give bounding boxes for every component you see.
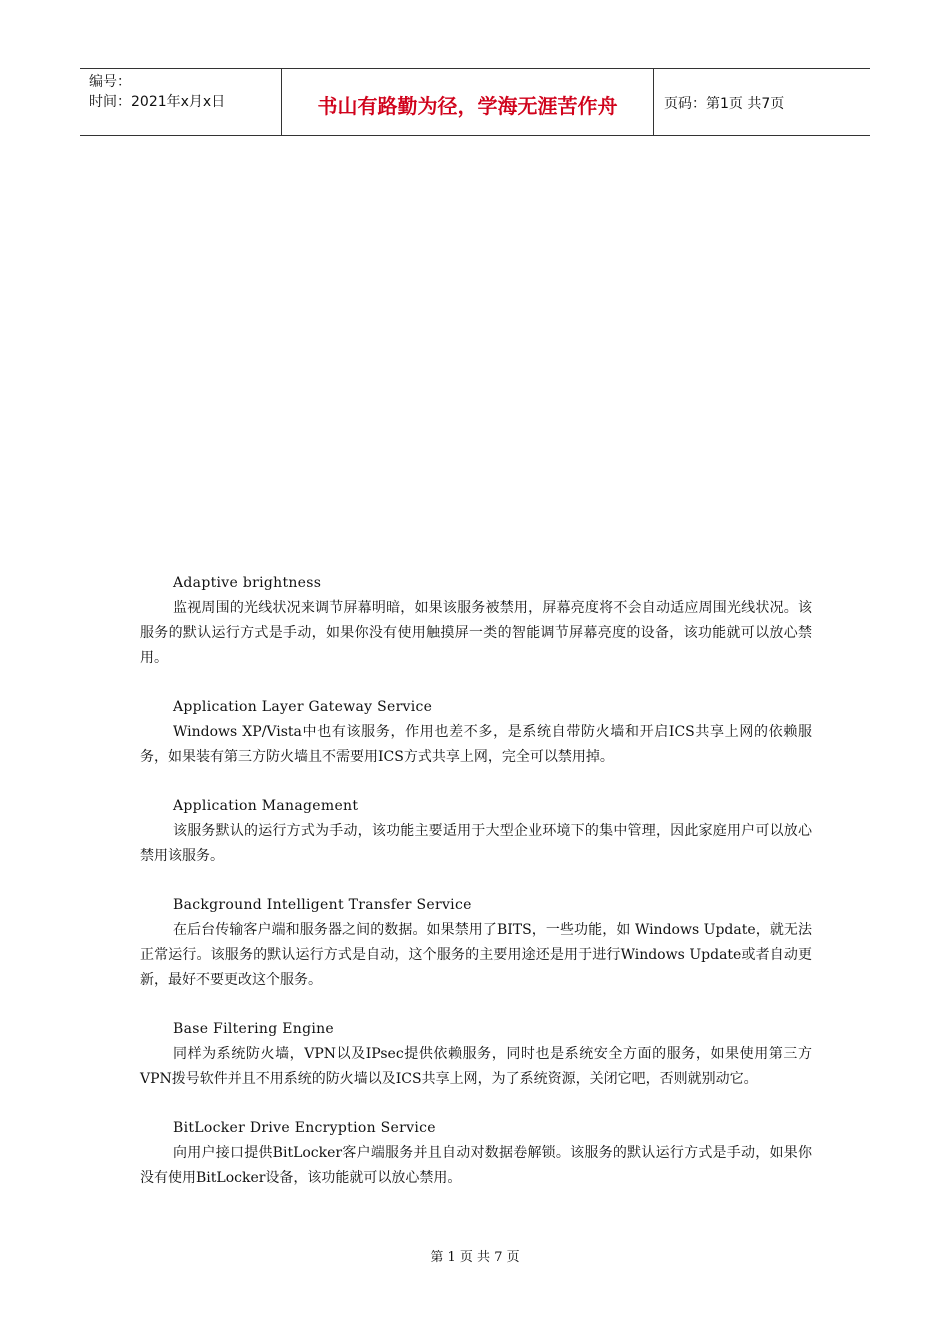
section-body: Windows XP/Vista中也有该服务，作用也差不多，是系统自带防火墙和开启ICS共享上网的依赖服务，如果装有第三方防火墙且不需要用ICS方式共享上网，完全可以禁用掉。	[140, 724, 812, 765]
section-adaptive-brightness	[140, 571, 812, 671]
section-application-management	[140, 794, 812, 869]
header-meta	[80, 69, 282, 135]
section-body: 该服务默认的运行方式为手动，该功能主要适用于大型企业环境下的集中管理，因此家庭用户可以放心禁用该服务。	[140, 823, 812, 864]
section-title: Background Intelligent Transfer Service	[173, 897, 472, 913]
section-body: 在后台传输客户端和服务器之间的数据。如果禁用了BITS，一些功能，如 Windows Update，就无法正常运行。该服务的默认运行方式是自动，这个服务的主要用途还是用于进行Windows Update或者自动更新，最好不要更改这个服务。	[140, 922, 812, 988]
header-motto: 书山有路勤为径，学海无涯苦作舟	[282, 69, 654, 135]
number-label: 编号：	[89, 74, 131, 90]
section-base-filtering-engine	[140, 1017, 812, 1092]
section-bitlocker	[140, 1116, 812, 1191]
section-title: Adaptive brightness	[173, 575, 322, 591]
section-title: Application Layer Gateway Service	[173, 699, 433, 715]
page-footer: 第 1 页 共 7 页	[430, 1250, 520, 1265]
section-title: Base Filtering Engine	[173, 1021, 335, 1037]
section-bits	[140, 893, 812, 993]
section-body: 同样为系统防火墙，VPN以及IPsec提供依赖服务，同时也是系统安全方面的服务，如果使用第三方VPN拨号软件并且不用系统的防火墙以及ICS共享上网，为了系统资源，关闭它吧，否则就别动它。	[140, 1046, 812, 1087]
page-header	[80, 68, 870, 136]
time-label: 时间：2021年x月x日	[89, 94, 226, 110]
section-title: BitLocker Drive Encryption Service	[173, 1120, 436, 1136]
section-body: 向用户接口提供BitLocker客户端服务并且自动对数据卷解锁。该服务的默认运行方式是手动，如果你没有使用BitLocker设备，该功能就可以放心禁用。	[140, 1145, 812, 1186]
document-body	[140, 571, 812, 1215]
section-title: Application Management	[173, 798, 359, 814]
section-body: 监视周围的光线状况来调节屏幕明暗，如果该服务被禁用，屏幕亮度将不会自动适应周围光线状况。该服务的默认运行方式是手动，如果你没有使用触摸屏一类的智能调节屏幕亮度的设备，该功能就可以放心禁用。	[140, 600, 812, 666]
header-page-info: 页码：第1页 共7页	[664, 96, 785, 112]
section-application-layer-gateway	[140, 695, 812, 770]
